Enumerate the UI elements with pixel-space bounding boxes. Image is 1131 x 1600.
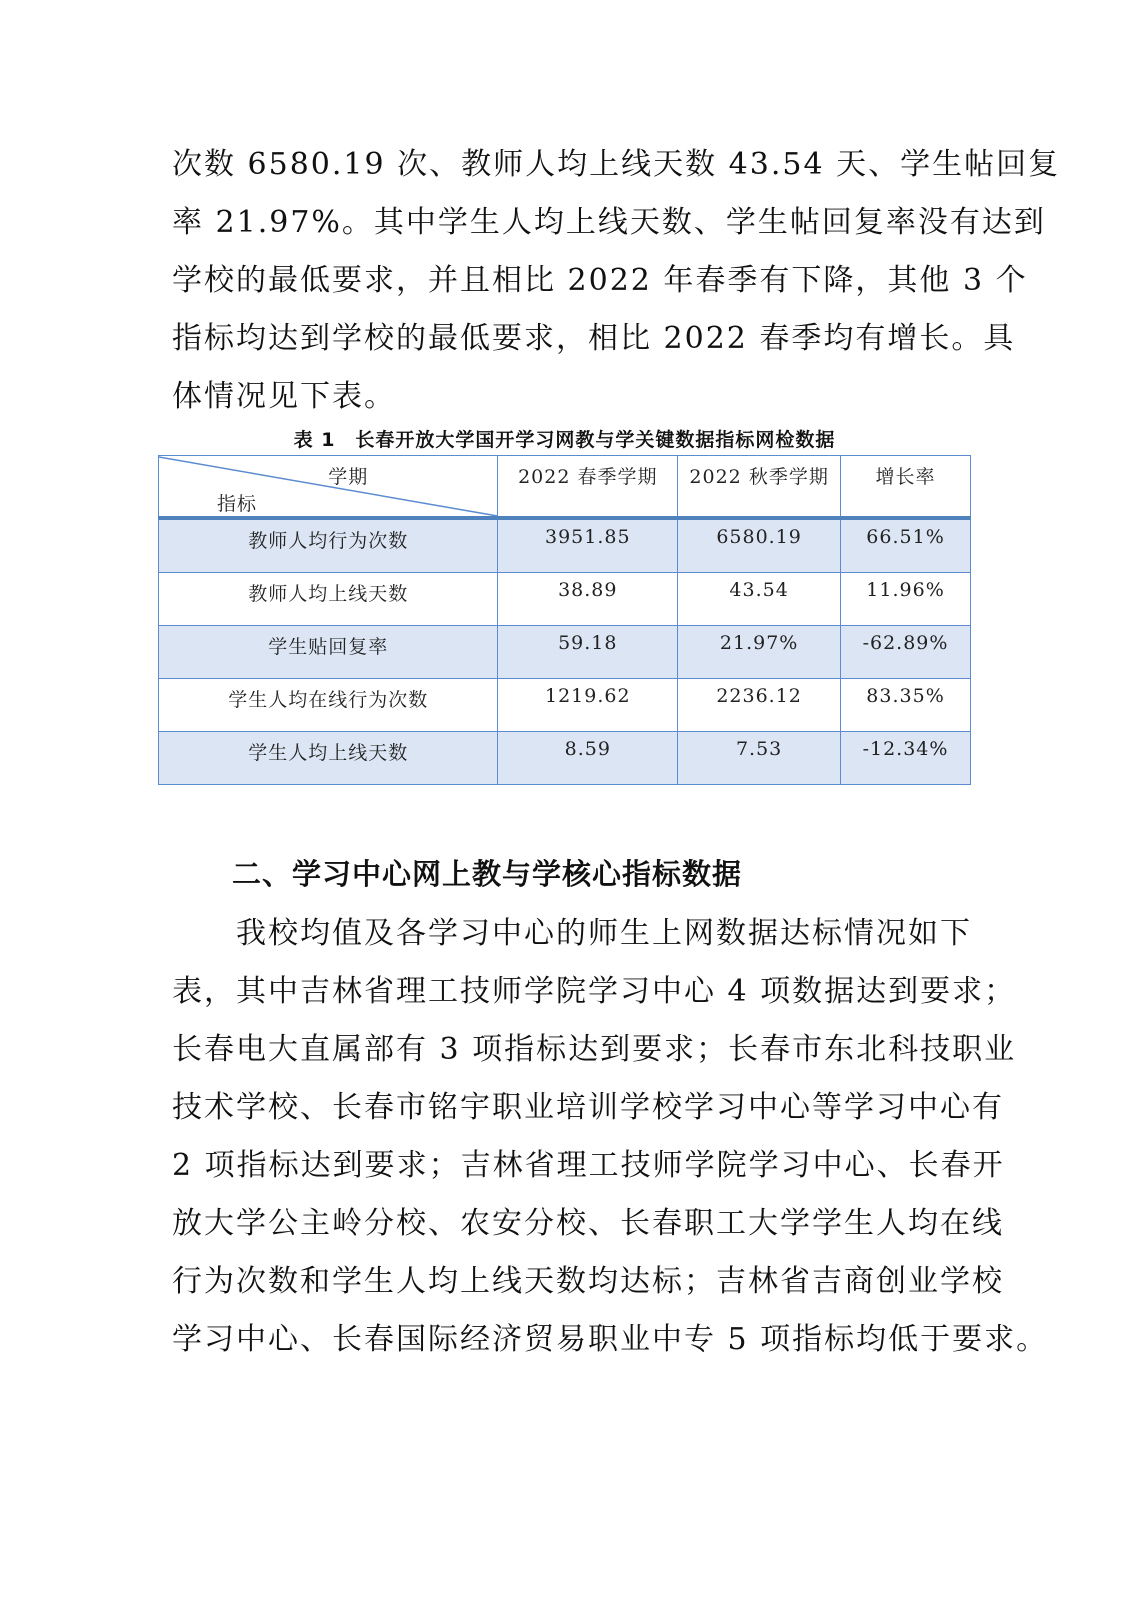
table-row [159,626,971,679]
spring-value-cell: 38.89 [498,573,678,626]
column-header-autumn: 2022 秋季学期 [678,456,841,519]
autumn-value-cell: 43.54 [678,573,841,626]
section-heading: 二、学习中心网上教与学核心指标数据 [232,857,743,891]
indicator-cell: 学生人均上线天数 [159,732,498,785]
paragraph-line: 放大学公主岭分校、农安分校、长春职工大学学生人均在线 [172,1206,1004,1241]
spring-value-cell: 3951.85 [498,518,678,573]
paragraph-line: 次数 6580.19 次、教师人均上线天数 43.54 天、学生帖回复 [172,147,1061,182]
growth-value-cell: 83.35% [841,679,971,732]
growth-value-cell: 66.51% [841,518,971,573]
column-header-growth: 增长率 [841,456,971,519]
table-caption: 表 1 长春开放大学国开学习网教与学关键数据指标网检数据 [293,429,836,451]
indicator-cell: 教师人均行为次数 [159,518,498,573]
autumn-value-cell: 7.53 [678,732,841,785]
spring-value-cell: 59.18 [498,626,678,679]
paragraph-line: 指标均达到学校的最低要求，相比 2022 春季均有增长。具 [172,321,1016,356]
paragraph-line: 学校的最低要求，并且相比 2022 年春季有下降，其他 3 个 [172,263,1028,298]
paragraph-line: 行为次数和学生人均上线天数均达标；吉林省吉商创业学校 [172,1264,1004,1299]
paragraph-intro [172,136,1061,426]
autumn-value-cell: 6580.19 [678,518,841,573]
paragraph-line: 2 项指标达到要求；吉林省理工技师学院学习中心、长春开 [172,1148,1005,1183]
indicator-cell: 学生人均在线行为次数 [159,679,498,732]
paragraph-line: 率 21.97%。其中学生人均上线天数、学生帖回复率没有达到 [172,205,1046,240]
column-header-spring: 2022 春季学期 [498,456,678,519]
corner-header-indicator: 指标 [217,493,258,515]
table-header-row [159,456,971,519]
corner-header-cell [159,456,498,519]
paragraph-line: 体情况见下表。 [172,379,396,414]
table-row [159,518,971,573]
autumn-value-cell: 2236.12 [678,679,841,732]
paragraph-line: 学习中心、长春国际经济贸易职业中专 5 项指标均低于要求。 [172,1322,1049,1357]
growth-value-cell: -12.34% [841,732,971,785]
table-row [159,732,971,785]
paragraph-line: 表，其中吉林省理工技师学院学习中心 4 项数据达到要求； [172,974,1017,1009]
spring-value-cell: 1219.62 [498,679,678,732]
growth-value-cell: 11.96% [841,573,971,626]
corner-header-term: 学期 [328,466,369,488]
table-row [159,573,971,626]
paragraph-learning-centers [172,905,1049,1369]
paragraph-line: 我校均值及各学习中心的师生上网数据达标情况如下 [172,916,972,951]
spring-value-cell: 8.59 [498,732,678,785]
indicator-cell: 学生贴回复率 [159,626,498,679]
paragraph-line: 技术学校、长春市铭宇职业培训学校学习中心等学习中心有 [172,1090,1004,1125]
autumn-value-cell: 21.97% [678,626,841,679]
indicator-cell: 教师人均上线天数 [159,573,498,626]
growth-value-cell: -62.89% [841,626,971,679]
table-row [159,679,971,732]
paragraph-line: 长春电大直属部有 3 项指标达到要求；长春市东北科技职业 [172,1032,1017,1067]
data-table [158,455,971,785]
